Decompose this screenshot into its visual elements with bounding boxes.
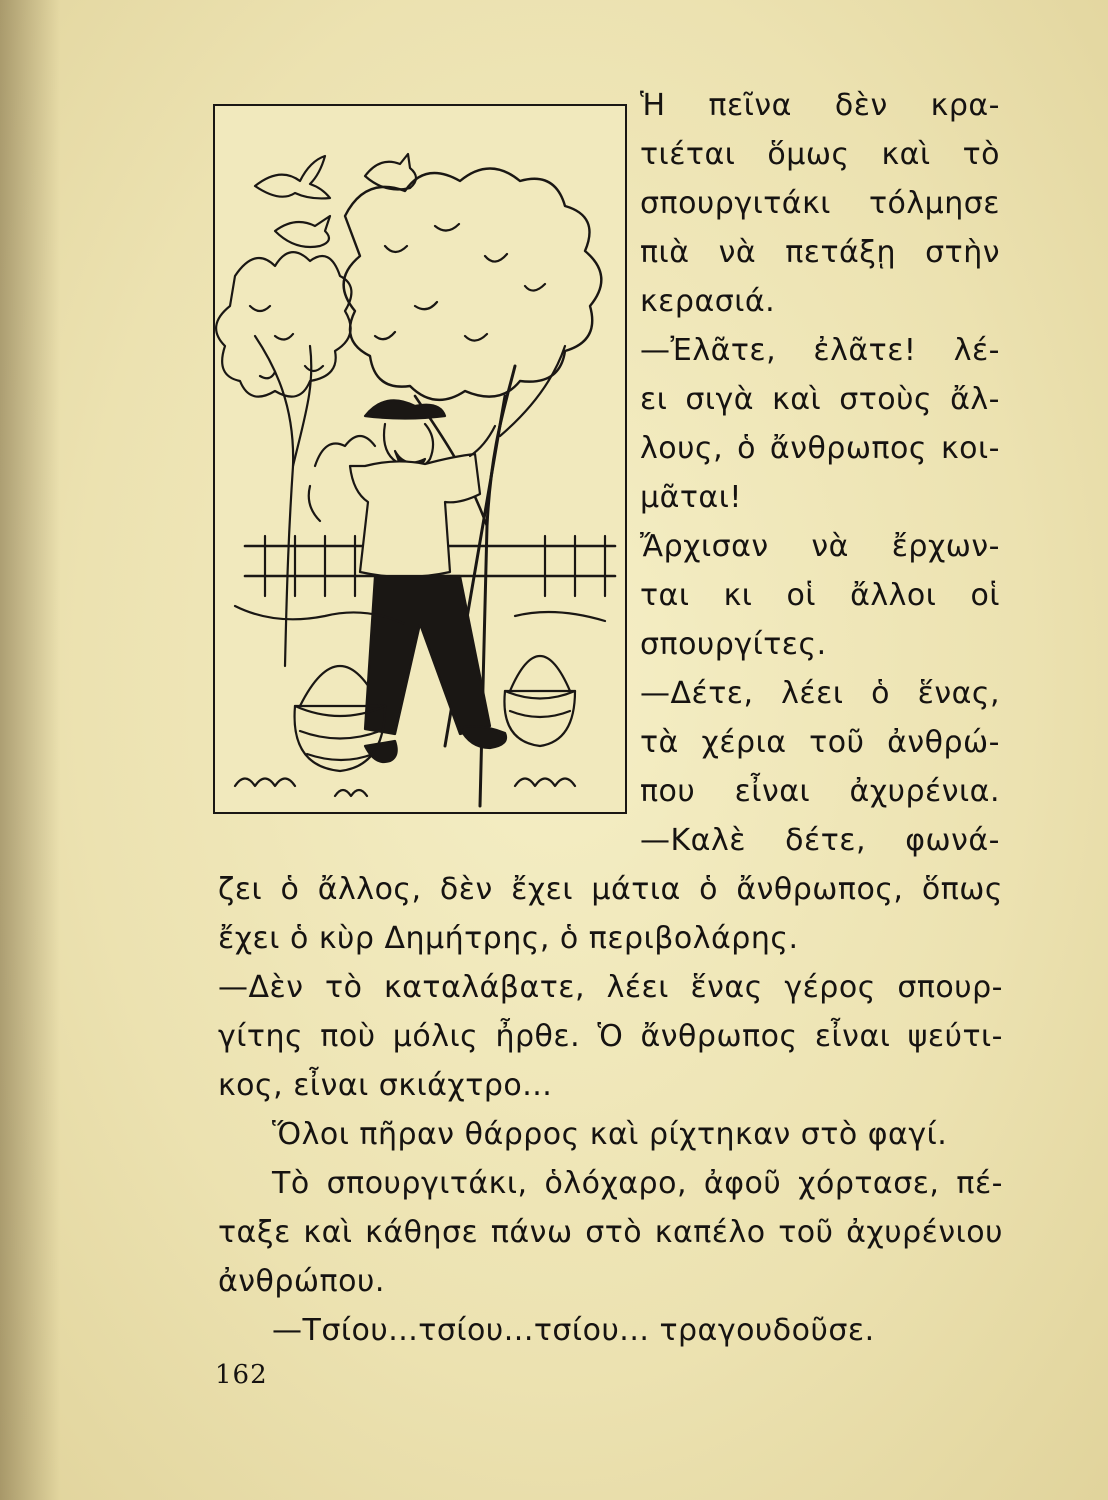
text-line: γίτης ποὺ μόλις ἦρθε. Ὁ ἄνθρωπος εἶναι ψεύτι- [218, 1019, 1003, 1054]
text-line: ται κι οἱ ἄλλοι οἱ [640, 578, 1000, 613]
text-line: που εἶναι ἀχυρένια. [640, 774, 1000, 809]
illustration-drawing [215, 106, 625, 812]
text-line: —Καλὲ δέτε, φωνά- [640, 823, 1000, 858]
text-line: σπουργίτες. [640, 627, 827, 662]
text-line: —Τσίου...τσίου...τσίου... τραγουδοῦσε. [272, 1313, 875, 1348]
text-line: σπουργιτάκι τόλμησε [640, 186, 1000, 221]
text-line: Ἡ πεῖνα δὲν κρα- [640, 88, 1000, 123]
text-line: —Ἐλᾶτε, ἐλᾶτε! λέ- [640, 333, 1000, 368]
text-line: ει σιγὰ καὶ στοὺς ἄλ- [640, 382, 1000, 417]
text-line: —Δέτε, λέει ὁ ἕνας, [640, 676, 1000, 711]
text-line: ταξε καὶ κάθησε πάνω στὸ καπέλο τοῦ ἀχυρένιου [218, 1215, 1003, 1250]
text-line: ζει ὁ ἄλλος, δὲν ἔχει μάτια ὁ ἄνθρωπος, ὅπως [218, 872, 1003, 907]
text-line: κος, εἶναι σκιάχτρο... [218, 1068, 553, 1103]
text-line: πιὰ νὰ πετάξῃ στὴν [640, 235, 1000, 270]
text-line: τιέται ὅμως καὶ τὸ [640, 137, 1000, 172]
page-number: 162 [215, 1360, 268, 1390]
text-line: ἀνθρώπου. [218, 1264, 385, 1299]
gardener-scarecrow-illustration [213, 104, 627, 814]
text-line: ἔχει ὁ κὺρ Δημήτρης, ὁ περιβολάρης. [218, 921, 799, 956]
text-line: Τὸ σπουργιτάκι, ὁλόχαρο, ἀφοῦ χόρτασε, πέ- [272, 1166, 1003, 1201]
page-edge-shadow [0, 0, 60, 1500]
text-line: κερασιά. [640, 284, 776, 319]
text-line: τὰ χέρια τοῦ ἀνθρώ- [640, 725, 1000, 760]
text-line: —Δὲν τὸ καταλάβατε, λέει ἕνας γέρος σπουρ- [218, 970, 1003, 1005]
text-line: Ὅλοι πῆραν θάρρος καὶ ρίχτηκαν στὸ φαγί. [272, 1117, 948, 1152]
text-line: μᾶται! [640, 480, 742, 515]
text-line: Ἄρχισαν νὰ ἔρχων- [640, 529, 1000, 564]
text-line: λους, ὁ ἄνθρωπος κοι- [640, 431, 1000, 466]
